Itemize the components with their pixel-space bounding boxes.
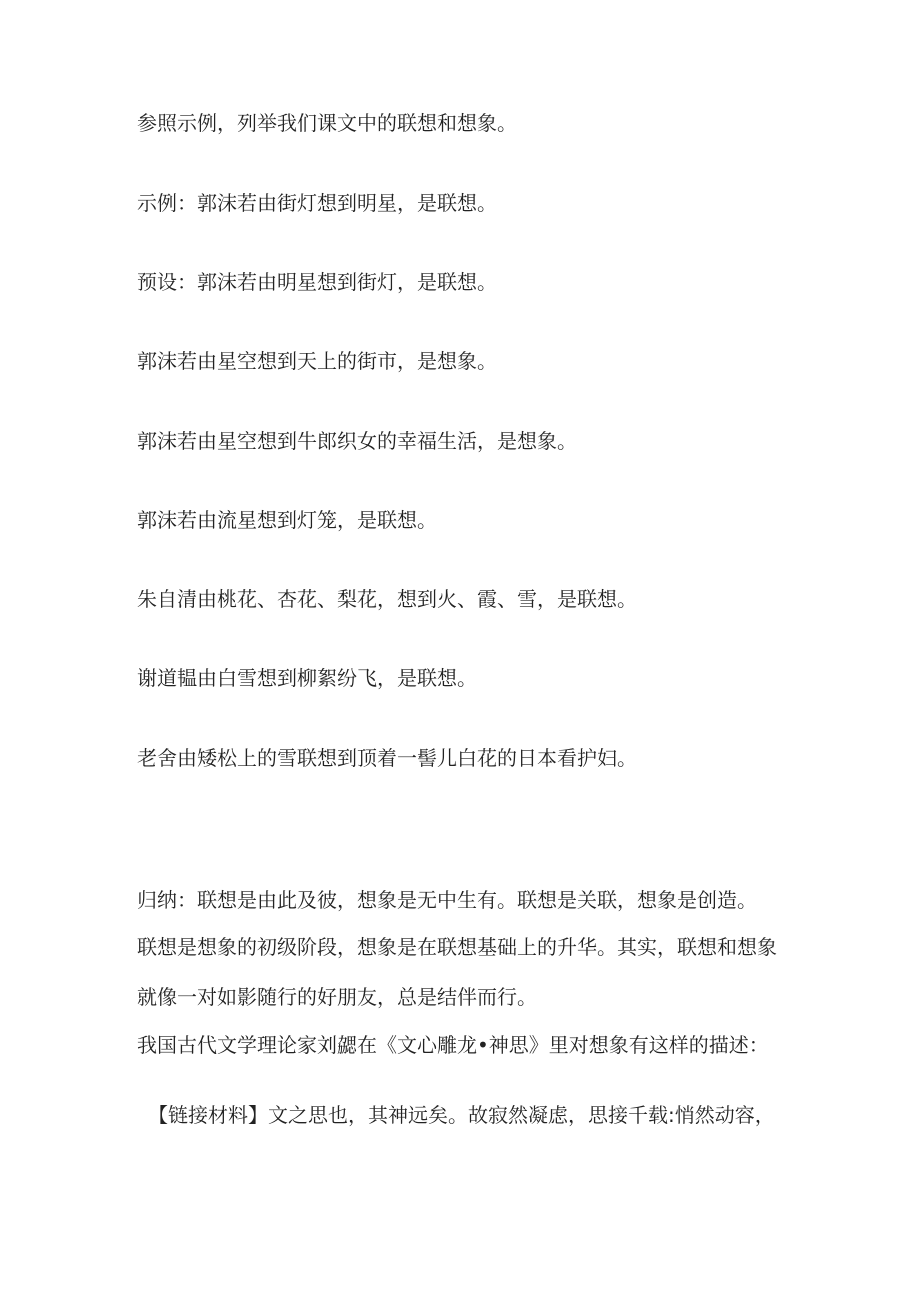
paragraph-item: 老舍由矮松上的雪联想到顶着一髻儿白花的日本看护妇。: [137, 746, 637, 770]
paragraph-item: 谢道韫由白雪想到柳絮纷飞，是联想。: [137, 666, 477, 690]
paragraph-example: 示例：郭沫若由街灯想到明星，是联想。: [137, 191, 497, 215]
paragraph-item: 郭沫若由星空想到牛郎织女的幸福生活，是想象。: [137, 429, 577, 453]
paragraph-summary: 归纳：联想是由此及彼，想象是无中生有。联想是关联，想象是创造。: [137, 888, 757, 912]
paragraph-linked-material: 【链接材料】文之思也，其神远矣。故寂然凝虑，思接千载:悄然动容，: [148, 1103, 775, 1127]
paragraph-summary-line: 就像一对如影随行的好朋友，总是结伴而行。: [137, 985, 537, 1009]
paragraph-item: 朱自清由桃花、杏花、梨花，想到火、霞、雪，是联想。: [137, 587, 637, 611]
paragraph-preset: 预设：郭沫若由明星想到街灯，是联想。: [137, 270, 497, 294]
paragraph-item: 郭沫若由星空想到天上的街市，是想象。: [137, 349, 497, 373]
paragraph-instruction: 参照示例，列举我们课文中的联想和想象。: [137, 111, 517, 135]
paragraph-reference: 我国古代文学理论家刘勰在《文心雕龙•神思》里对想象有这样的描述：: [137, 1033, 769, 1057]
paragraph-item: 郭沫若由流星想到灯笼，是联想。: [137, 508, 437, 532]
paragraph-summary-line: 联想是想象的初级阶段，想象是在联想基础上的升华。其实，联想和想象: [137, 935, 777, 959]
